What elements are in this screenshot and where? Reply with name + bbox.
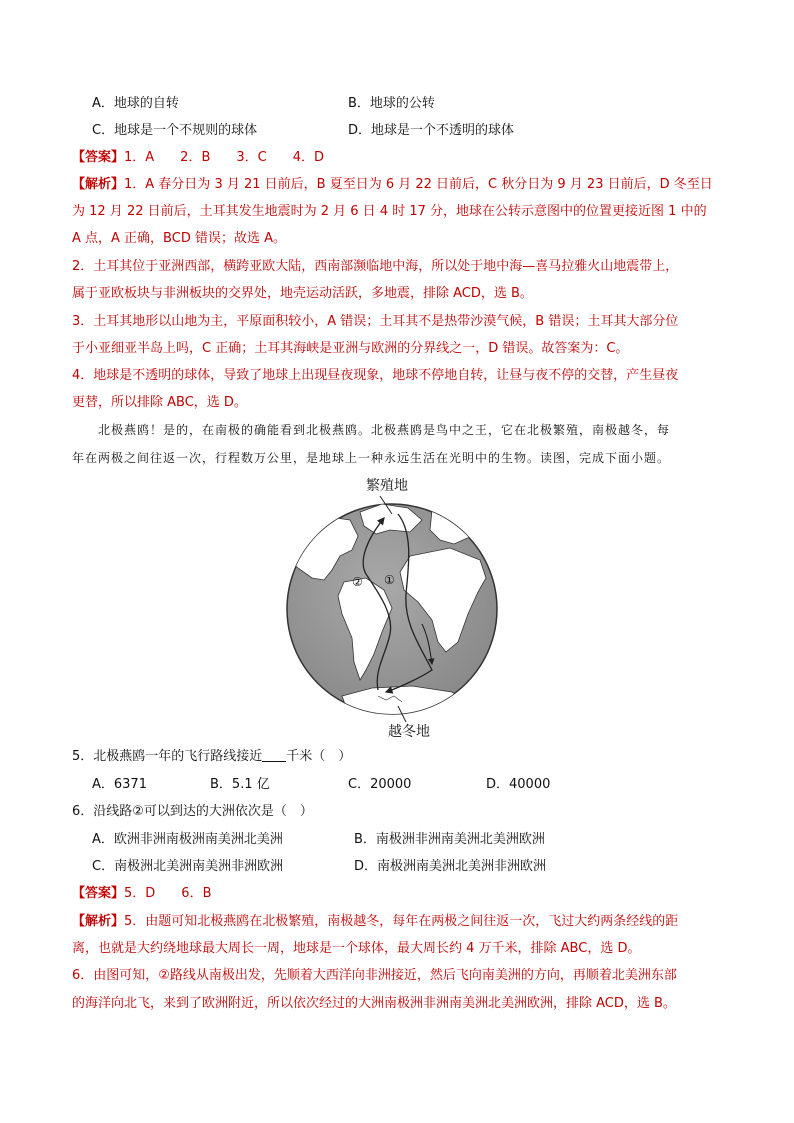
analysis-line: 【解析】5．由题可知北极燕鸥在北极繁殖，南极越冬，每年在两极之间往返一次，飞过大约两条经线的距 xyxy=(72,914,679,929)
answer-block-1 xyxy=(72,144,724,172)
analysis-line: 为 12 月 22 日前后，土耳其发生地震时为 2 月 6 日 4 时 17 分，地球在公转示意图中的位置更接近图 1 中的 xyxy=(72,204,707,219)
q6-option-c: C．南极洲北美洲南美洲非洲欧洲 xyxy=(92,859,284,874)
analysis-line: 4．地球是不透明的球体，导致了地球上出现昼夜现象，地球不停地自转，让昼与夜不停的交替，产生昼夜 xyxy=(72,368,679,383)
analysis-tag: 【解析】 xyxy=(72,914,125,929)
analysis-line: 的海洋向北飞，来到了欧洲附近，所以依次经过的大洲南极洲非洲南美洲北美洲欧洲，排除 ACD，选 B。 xyxy=(72,996,676,1011)
q5-option-b: B．5.1 亿 xyxy=(210,777,270,792)
migration-globe-figure xyxy=(282,474,514,738)
answer-tag: 【答案】 xyxy=(72,886,125,901)
breeding-ground-label: 繁殖地 xyxy=(366,478,408,494)
analysis-line: 3．土耳其地形以山地为主，平原面积较小，A 错误；土耳其不是热带沙漠气候，B 错误；土耳其大部分位 xyxy=(72,314,679,329)
answer-tag: 【答案】 xyxy=(72,150,125,165)
option-a: A．地球的自转 xyxy=(92,96,179,111)
answer-text: 5．D 6．B xyxy=(124,886,212,901)
q5-option-a: A．6371 xyxy=(92,777,147,792)
answer-blank xyxy=(262,747,286,762)
analysis-line: A 点，A 正确，BCD 错误；故选 A。 xyxy=(72,231,286,246)
q6-option-d: D．南极洲南美洲北美洲非洲欧洲 xyxy=(354,859,547,874)
q6-option-a: A．欧洲非洲南极洲南美洲北美洲 xyxy=(92,832,283,847)
route-1-label: ① xyxy=(384,573,395,587)
passage-line: 年在两极之间往返一次，行程数万公里，是地球上一种永远生活在光明中的生物。读图，完成下面小题。 xyxy=(72,451,671,465)
analysis-line: 更替，所以排除 ABC，选 D。 xyxy=(72,395,247,410)
q5-option-c: C．20000 xyxy=(348,777,412,792)
answer-block-2 xyxy=(72,880,724,908)
q5-option-d: D．40000 xyxy=(486,777,551,792)
passage-line: 北极燕鸥！是的，在南极的确能看到北极燕鸥。北极燕鸥是鸟中之王，它在北极繁殖，南极越冬，每 xyxy=(98,423,671,437)
route-2-label: ② xyxy=(352,575,363,589)
reading-passage xyxy=(72,416,724,472)
analysis-line: 【解析】1．A 春分日为 3 月 21 日前后，B 夏至日为 6 月 22 日前后，C 秋分日为 9 月 23 日前后，D 冬至日 xyxy=(72,177,713,192)
option-c: C．地球是一个不规则的球体 xyxy=(92,123,258,138)
analysis-line: 2．土耳其位于亚洲西部，横跨亚欧大陆，西南部濒临地中海，所以处于地中海—喜马拉雅火山地震带上， xyxy=(72,259,679,274)
wintering-ground-label: 越冬地 xyxy=(388,724,430,738)
analysis-line: 6．由图可知，②路线从南极出发，先顺着大西洋向非洲接近，然后飞向南美洲的方向，再顺着北美洲东部 xyxy=(72,968,677,983)
option-b: B．地球的公转 xyxy=(348,96,435,111)
answer-text: 1．A 2．B 3．C 4．D xyxy=(124,150,324,165)
analysis-tag: 【解析】 xyxy=(72,177,125,192)
option-d: D．地球是一个不透明的球体 xyxy=(348,123,515,138)
question-5-stem: 5．北极燕鸥一年的飞行路线接近 千米（ ） xyxy=(72,749,352,764)
question-6-stem: 6．沿线路②可以到达的大洲依次是（ ） xyxy=(72,804,313,819)
analysis-line: 离，也就是大约绕地球最大周长一周，地球是一个球体，最大周长约 4 万千米，排除 ABC，选 D。 xyxy=(72,941,641,956)
analysis-line: 属于亚欧板块与非洲板块的交界处，地壳运动活跃，多地震，排除 ACD，选 B。 xyxy=(72,286,533,301)
analysis-line: 于小亚细亚半岛上吗，C 正确；土耳其海峡是亚洲与欧洲的分界线之一，D 错误。故答案为：C。 xyxy=(72,341,629,356)
q6-option-b: B．南极洲非洲南美洲北美洲欧洲 xyxy=(354,832,545,847)
